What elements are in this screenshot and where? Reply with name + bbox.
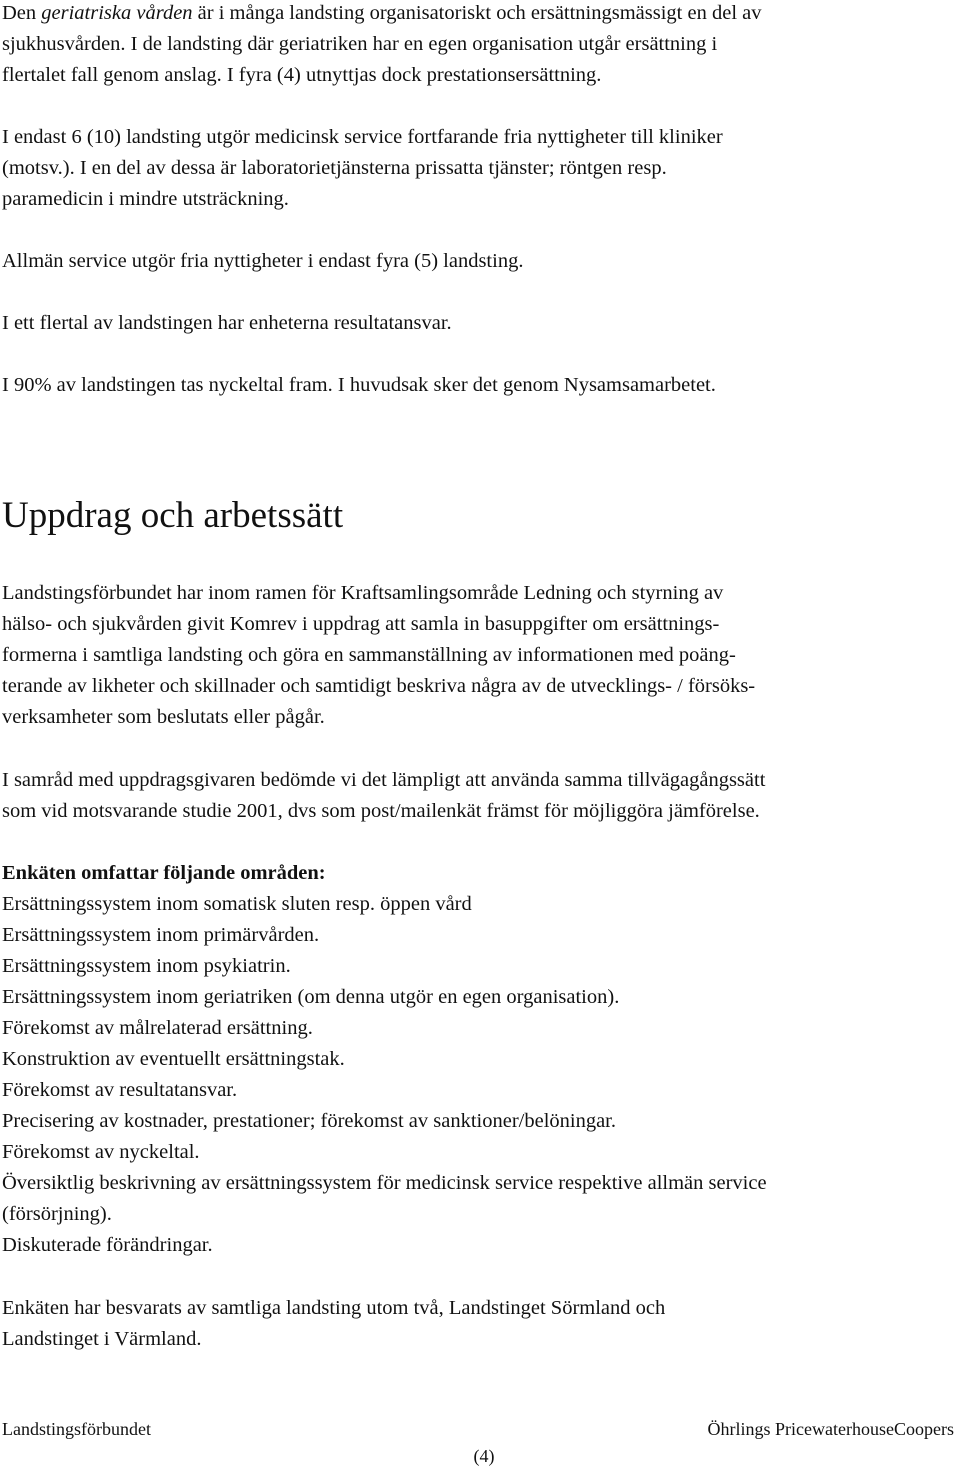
response-paragraph xyxy=(2,1293,958,1355)
list-item: Ersättningssystem inom psykiatrin. xyxy=(2,955,291,977)
medical-service-line-3: paramedicin i mindre utsträckning. xyxy=(2,188,289,210)
footer-left: Landstingsförbundet xyxy=(2,1419,151,1439)
list-item: Förekomst av resultatansvar. xyxy=(2,1079,238,1101)
geriatric-line-2: sjukhusvården. I de landsting där geriatriken har en egen organisation utgår ersättning i xyxy=(2,33,718,55)
list-item: Diskuterade förändringar. xyxy=(2,1234,213,1256)
method-paragraph xyxy=(2,765,958,827)
response-line-1: Enkäten har besvarats av samtliga landsting utom två, Landstinget Sörmland och xyxy=(2,1297,666,1319)
list-item: Ersättningssystem inom somatisk sluten resp. öppen vård xyxy=(2,893,472,915)
page-number: (4) xyxy=(473,1446,495,1466)
list-item: Ersättningssystem inom primärvården. xyxy=(2,924,320,946)
list-item: Förekomst av målrelaterad ersättning. xyxy=(2,1017,313,1039)
assignment-line-5: verksamheter som beslutats eller pågår. xyxy=(2,706,325,728)
assignment-line-2: hälso- och sjukvården givit Komrev i uppdrag att samla in basuppgifter om ersättnings- xyxy=(2,613,720,635)
survey-areas xyxy=(2,858,958,1261)
list-item: Översiktlig beskrivning av ersättningssystem för medicinsk service respektive allmän service xyxy=(2,1172,767,1194)
survey-list-heading: Enkäten omfattar följande områden: xyxy=(2,862,326,884)
medical-service-line-1: I endast 6 (10) landsting utgör medicinsk service fortfarande fria nyttigheter till kliniker xyxy=(2,126,723,148)
geriatric-line-1: Den geriatriska vården är i många landsting organisatoriskt och ersättningsmässigt en del av xyxy=(2,2,762,24)
list-item: Förekomst av nyckeltal. xyxy=(2,1141,200,1163)
list-item: (försörjning). xyxy=(2,1203,112,1225)
medical-service-line-2: (motsv.). I en del av dessa är laboratorietjänsterna prissatta tjänster; röntgen resp. xyxy=(2,157,667,179)
key-figures-paragraph: I 90% av landstingen tas nyckeltal fram. I huvudsak sker det genom Nysamsamarbetet. xyxy=(2,374,716,396)
method-line-1: I samråd med uppdragsgivaren bedömde vi det lämpligt att använda samma tillvägagångssätt xyxy=(2,769,766,791)
assignment-line-4: terande av likheter och skillnader och samtidigt beskriva några av de utvecklings- / försöks- xyxy=(2,675,756,697)
list-item: Ersättningssystem inom geriatriken (om denna utgör en egen organisation). xyxy=(2,986,620,1008)
medical-service-paragraph xyxy=(2,122,958,215)
geriatric-line-3: flertalet fall genom anslag. I fyra (4) utnyttjas dock prestationsersättning. xyxy=(2,64,602,86)
footer-right: Öhrlings PricewaterhouseCoopers xyxy=(707,1419,954,1439)
general-service-paragraph: Allmän service utgör fria nyttigheter i endast fyra (5) landsting. xyxy=(2,250,524,272)
assignment-line-3: formerna i samtliga landsting och göra en sammanställning av informationen med poäng- xyxy=(2,644,736,666)
section-heading: Uppdrag och arbetssätt xyxy=(2,495,344,536)
list-item: Konstruktion av eventuellt ersättningstak. xyxy=(2,1048,345,1070)
geriatric-term: geriatriska vården xyxy=(41,2,193,24)
assignment-line-1: Landstingsförbundet har inom ramen för Kraftsamlingsområde Ledning och styrning av xyxy=(2,582,724,604)
result-responsibility-paragraph: I ett flertal av landstingen har enheterna resultatansvar. xyxy=(2,312,452,334)
response-line-2: Landstinget i Värmland. xyxy=(2,1328,202,1350)
method-line-2: som vid motsvarande studie 2001, dvs som post/mailenkät främst för möjliggöra jämförelse. xyxy=(2,800,760,822)
geriatric-paragraph xyxy=(2,0,958,91)
assignment-paragraph xyxy=(2,578,958,733)
list-item: Precisering av kostnader, prestationer; förekomst av sanktioner/belöningar. xyxy=(2,1110,616,1132)
